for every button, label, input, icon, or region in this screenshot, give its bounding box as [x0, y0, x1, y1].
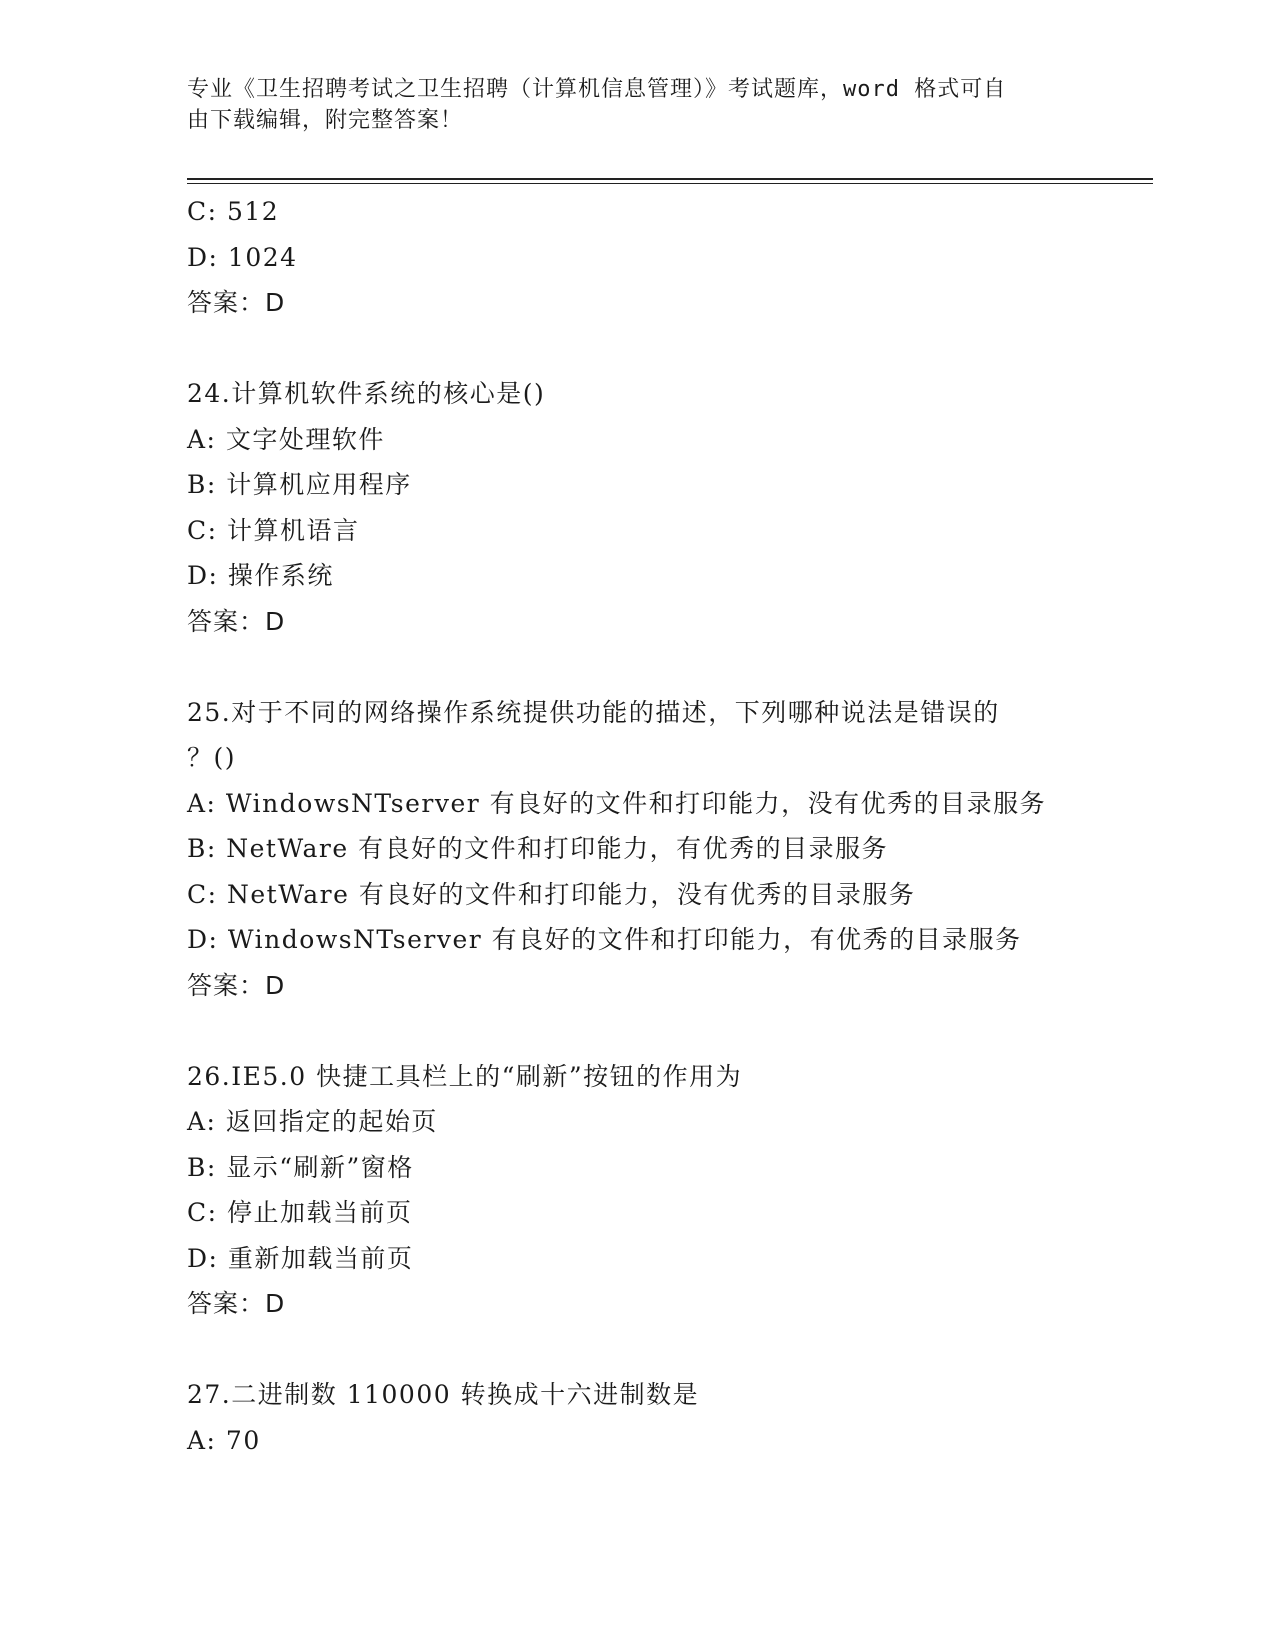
option-c: C: 停止加载当前页 — [187, 1198, 413, 1227]
question-text: 25.对于不同的网络操作系统提供功能的描述，下列哪种说法是错误的 — [187, 697, 1000, 727]
question-block-26 — [187, 1054, 1087, 1327]
question-text: 27.二进制数 110000 转换成十六进制数是 — [187, 1380, 700, 1409]
option-a: A: 文字处理软件 — [187, 424, 385, 454]
answer-line: 答案：D — [187, 1289, 286, 1318]
spacer — [187, 326, 1087, 372]
spacer — [187, 1327, 1087, 1373]
document-header — [187, 74, 1087, 136]
question-text-continued: ？() — [187, 743, 237, 772]
option-b: B: 计算机应用程序 — [187, 470, 412, 499]
answer-line: 答案：D — [187, 288, 286, 317]
spacer — [187, 1008, 1087, 1054]
option-d: D: 操作系统 — [187, 561, 334, 590]
answer-line: 答案：D — [187, 606, 286, 636]
option-b: B: 显示“刷新”窗格 — [187, 1152, 414, 1182]
spacer — [187, 644, 1087, 690]
question-block-27 — [187, 1372, 1087, 1463]
header-line-1: 专业《卫生招聘考试之卫生招聘（计算机信息管理）》考试题库，word 格式可自 — [187, 77, 1007, 102]
option-c: C: NetWare 有良好的文件和打印能力，没有优秀的目录服务 — [187, 879, 916, 909]
option-a: A: 70 — [187, 1425, 261, 1455]
header-rule-thick — [187, 178, 1153, 180]
question-list — [187, 189, 1087, 1463]
question-block-24 — [187, 371, 1087, 644]
question-block-25 — [187, 690, 1087, 1009]
question-block-prev — [187, 189, 1087, 326]
option-b: B: NetWare 有良好的文件和打印能力，有优秀的目录服务 — [187, 834, 889, 863]
option-d: D: 1024 — [187, 242, 298, 272]
option-d: D: 重新加载当前页 — [187, 1243, 414, 1273]
answer-line: 答案：D — [187, 970, 286, 1000]
option-c: C: 计算机语言 — [187, 515, 360, 545]
question-text: 26.IE5.0 快捷工具栏上的“刷新”按钮的作用为 — [187, 1061, 743, 1091]
header-rule-thin — [187, 183, 1153, 184]
option-d: D: WindowsNTserver 有良好的文件和打印能力，有优秀的目录服务 — [187, 925, 1022, 954]
option-c: C: 512 — [187, 197, 280, 226]
option-a: A: 返回指定的起始页 — [187, 1107, 438, 1136]
question-text: 24.计算机软件系统的核心是() — [187, 379, 546, 408]
option-a: A: WindowsNTserver 有良好的文件和打印能力，没有优秀的目录服务 — [187, 788, 1047, 818]
header-line-2: 由下载编辑，附完整答案！ — [187, 108, 464, 133]
